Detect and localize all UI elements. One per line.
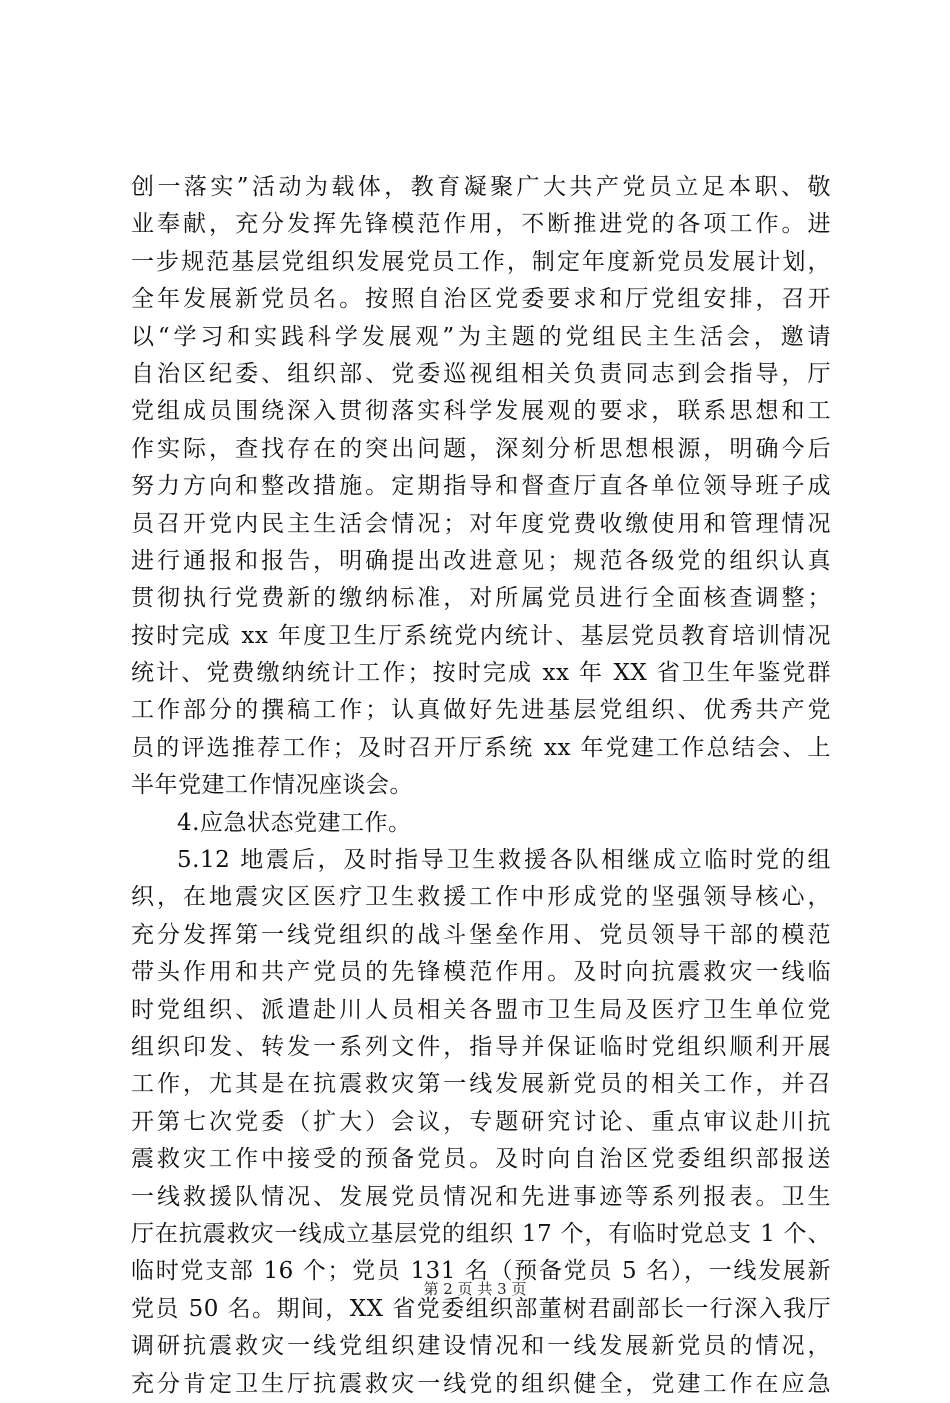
text-line: 带头作用和共产党员的先锋模范作用。及时向抗震救灾一线临 — [131, 959, 831, 986]
text-line: 进行通报和报告，明确提出改进意见；规范各级党的组织认真 — [131, 547, 831, 574]
text-line: 工作部分的撰稿工作；认真做好先进基层党组织、优秀共产党 — [131, 697, 831, 724]
text-line: 震救灾工作中接受的预备党员。及时向自治区党委组织部报送 — [131, 1146, 831, 1173]
body-text — [131, 169, 831, 1403]
text-line: 党组成员围绕深入贯彻落实科学发展观的要求，联系思想和工 — [131, 398, 831, 425]
text-line: 创一落实”活动为载体，教育凝聚广大共产党员立足本职、敬 — [131, 174, 831, 200]
page-number: 第 2 页 共 3 页 — [423, 1280, 527, 1298]
section-heading: 4.应急状态党建工作。 — [177, 809, 412, 836]
text-line: 员召开党内民主生活会情况；对年度党费收缴使用和管理情况 — [131, 510, 831, 537]
text-line: 织，在地震灾区医疗卫生救援工作中形成党的坚强领导核心， — [131, 884, 831, 911]
text-line: 自治区纪委、组织部、党委巡视组相关负责同志到会指导，厅 — [131, 360, 831, 387]
text-line: 调研抗震救灾一线党组织建设情况和一线发展新党员的情况， — [131, 1333, 831, 1360]
text-line: 半年党建工作情况座谈会。 — [131, 772, 413, 799]
text-line: 业奉献，充分发挥先锋模范作用，不断推进党的各项工作。进 — [131, 211, 831, 238]
text-line: 员的评选推荐工作；及时召开厅系统 xx 年党建工作总结会、上 — [131, 734, 831, 761]
text-line: 时党组织、派遣赴川人员相关各盟市卫生局及医疗卫生单位党 — [131, 996, 831, 1023]
text-line: 组织印发、转发一系列文件，指导并保证临时党组织顺利开展 — [131, 1033, 831, 1060]
text-line: 统计、党费缴纳统计工作；按时完成 xx 年 XX 省卫生年鉴党群 — [131, 660, 831, 687]
text-line: 厅在抗震救灾一线成立基层党的组织 17 个，有临时党总支 1 个、 — [131, 1220, 831, 1247]
text-line: 党员 50 名。期间，XX 省党委组织部董树君副部长一行深入我厅 — [131, 1295, 831, 1322]
text-line: 一线救援队情况、发展党员情况和先进事迹等系列报表。卫生 — [131, 1183, 831, 1210]
text-line: 一步规范基层党组织发展党员工作，制定年度新党员发展计划， — [131, 248, 831, 275]
text-line: 努力方向和整改措施。定期指导和督查厅直各单位领导班子成 — [131, 473, 831, 500]
text-line: 贯彻执行党费新的缴纳标准，对所属党员进行全面核查调整； — [131, 585, 831, 612]
text-line: 作实际，查找存在的突出问题，深刻分析思想根源，明确今后 — [131, 435, 831, 462]
text-line: 按时完成 xx 年度卫生厅系统党内统计、基层党员教育培训情况 — [131, 622, 831, 649]
text-line: 5.12 地震后，及时指导卫生救援各队相继成立临时党的组 — [177, 847, 831, 874]
text-line: 临时党支部 16 个；党员 131 名（预备党员 5 名），一线发展新 — [131, 1258, 831, 1285]
text-line: 工作，尤其是在抗震救灾第一线发展新党员的相关工作，并召 — [131, 1071, 831, 1098]
page-footer — [0, 1278, 950, 1300]
text-line: 充分发挥第一线党组织的战斗堡垒作用、党员领导干部的模范 — [131, 921, 831, 948]
text-line: 开第七次党委（扩大）会议，专题研究讨论、重点审议赴川抗 — [131, 1108, 831, 1135]
text-line: 以“学习和实践科学发展观”为主题的党组民主生活会，邀请 — [131, 323, 831, 350]
text-line: 充分肯定卫生厅抗震救灾一线党的组织健全，党建工作在应急 — [131, 1370, 831, 1397]
text-line: 全年发展新党员名。按照自治区党委要求和厅党组安排，召开 — [131, 286, 831, 313]
